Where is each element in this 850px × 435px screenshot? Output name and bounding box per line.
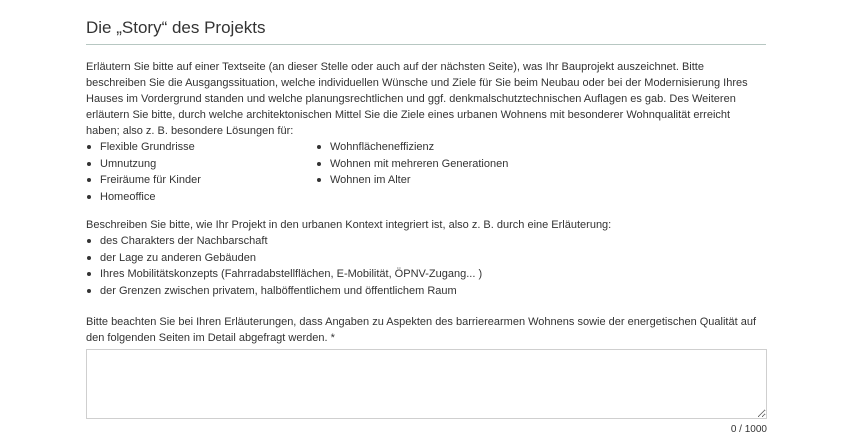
intro-text: Erläutern Sie bitte auf einer Textseite (an dieser Stelle oder auch auf der nächsten Seite), was Ihr Bauprojekt auszeichnet. Bitte beschreiben Sie die Ausgangssituation, welche individuellen Wünsche und Ziele für Sie beim Neubau oder bei der Modernisierung Ihres Hauses im Vordergrund standen und welche planungsrechtlichen und ggf. denkmalschutztechnischen Auflagen es gab. Des Weiteren erläutern Sie bitte, durch welche architektonischen Mittel Sie die Ziele eines urbanen Wohnens mit besonderer Wohnqualität erreicht haben; also z. B. besondere Lösungen für: <box>86 61 748 137</box>
character-counter: 0 / 1000 <box>730 424 767 435</box>
list-item: Freiräume für Kinder <box>86 172 316 189</box>
context-intro-text: Beschreiben Sie bitte, wie Ihr Projekt in den urbanen Kontext integriert ist, also z. B. durch eine Erläuterung: <box>86 219 612 231</box>
section-title: Die „Story“ des Projekts <box>86 0 766 45</box>
list-item: der Lage zu anderen Gebäuden <box>86 250 766 267</box>
required-note: Bitte beachten Sie bei Ihren Erläuterungen, dass Angaben zu Aspekten des barrierearmen Wohnens sowie der energetischen Qualität auf den folgenden Seiten im Detail abgefragt werden. * <box>86 316 757 344</box>
solutions-list <box>86 139 766 205</box>
story-textarea[interactable] <box>86 349 767 419</box>
list-item: Ihres Mobilitätskonzepts (Fahrradabstellflächen, E-Mobilität, ÖPNV-Zugang... ) <box>86 266 766 283</box>
list-item: Wohnflächeneffizienz <box>316 139 508 156</box>
story-section <box>86 0 766 435</box>
list-item: Homeoffice <box>86 189 316 206</box>
list-item: Wohnen im Alter <box>316 172 508 189</box>
list-item: Wohnen mit mehreren Generationen <box>316 156 508 173</box>
list-item: Flexible Grundrisse <box>86 139 316 156</box>
list-item: Umnutzung <box>86 156 316 173</box>
context-list <box>86 233 766 299</box>
list-item: des Charakters der Nachbarschaft <box>86 233 766 250</box>
solutions-left-column <box>86 139 316 205</box>
solutions-right-column <box>316 139 508 205</box>
list-item: der Grenzen zwischen privatem, halböffentlichem und öffentlichem Raum <box>86 283 766 300</box>
